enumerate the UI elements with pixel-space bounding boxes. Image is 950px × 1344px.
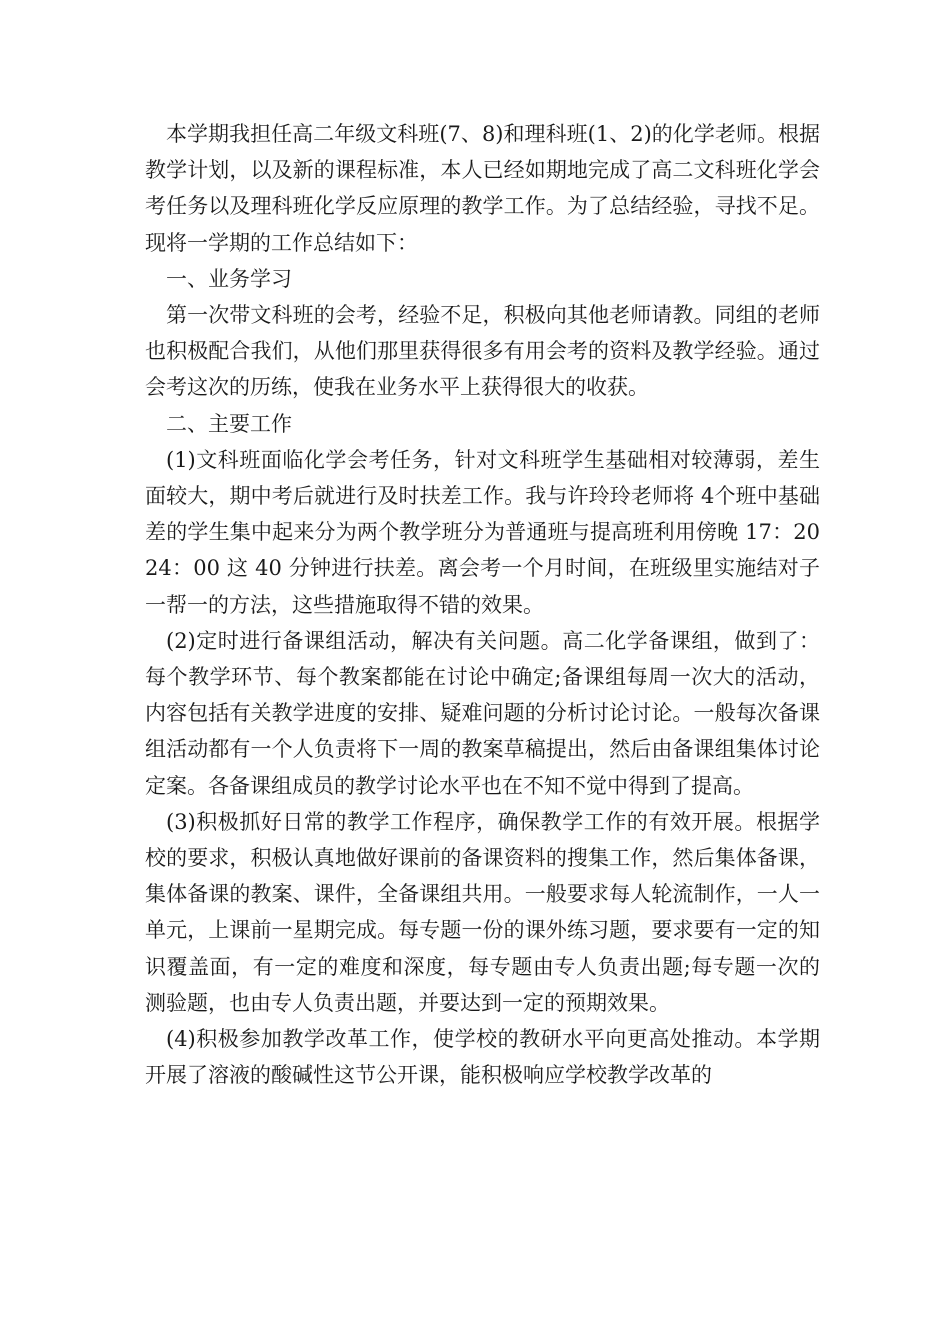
- paragraph-work-item-4: (4)积极参加教学改革工作，使学校的教研水平向更高处推动。本学期开展了溶液的酸碱性这节公开课，能积极响应学校教学改革的: [145, 1027, 820, 1088]
- paragraph-work-item-1: (1)文科班面临化学会考任务，针对文科班学生基础相对较薄弱，差生面较大，期中考后就进行及时扶差工作。我与许玲玲老师将 4个班中基础差的学生集中起来分为两个教学班分为普通班与提高班利用傍晚 17：2024：00 这 40 分钟进行扶差。离会考一个月时间，在班级里实施结对子一帮一的方法，这些措施取得不错的效果。: [145, 447, 820, 617]
- section-heading-business-study: 一、业务学习: [166, 266, 292, 291]
- document-body: [145, 116, 820, 1093]
- paragraph-work-item-3: (3)积极抓好日常的教学工作程序，确保教学工作的有效开展。根据学校的要求，积极认真地做好课前的备课资料的搜集工作，然后集体备课，集体备课的教案、课件，全备课组共用。一般要求每人轮流制作，一人一单元，上课前一星期完成。每专题一份的课外练习题，要求要有一定的知识覆盖面，有一定的难度和深度，每专题由专人负责出题;每专题一次的测验题，也由专人负责出题，并要达到一定的预期效果。: [145, 809, 820, 1015]
- paragraph-work-item-2: (2)定时进行备课组活动，解决有关问题。高二化学备课组，做到了：每个教学环节、每个教案都能在讨论中确定;备课组每周一次大的活动，内容包括有关教学进度的安排、疑难问题的分析讨论讨论。一般每次备课组活动都有一个人负责将下一周的教案草稿提出，然后由备课组集体讨论定案。各备课组成员的教学讨论水平也在不知不觉中得到了提高。: [145, 628, 820, 798]
- paragraph-business-study: 第一次带文科班的会考，经验不足，积极向其他老师请教。同组的老师也积极配合我们，从他们那里获得很多有用会考的资料及教学经验。通过会考这次的历练，使我在业务水平上获得很大的收获。: [145, 303, 820, 400]
- section-heading-main-work: 二、主要工作: [166, 411, 292, 436]
- paragraph-intro: 本学期我担任高二年级文科班(7、8)和理科班(1、2)的化学老师。根据教学计划，以及新的课程标准，本人已经如期地完成了高二文科班化学会考任务以及理科班化学反应原理的教学工作。为了总结经验，寻找不足。现将一学期的工作总结如下：: [145, 122, 820, 255]
